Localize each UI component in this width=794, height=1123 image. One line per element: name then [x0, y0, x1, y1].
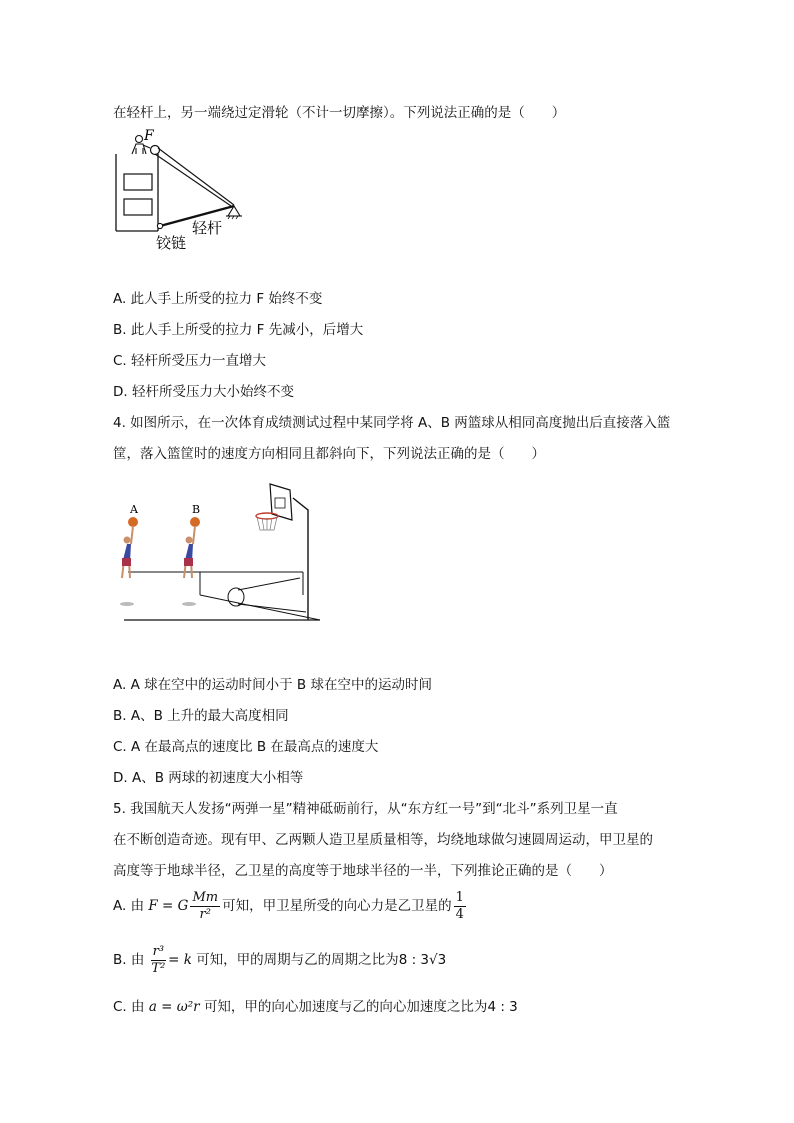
- q4-option-a: A. A 球在空中的运动时间小于 B 球在空中的运动时间: [113, 677, 432, 693]
- hinge-label: 铰链: [156, 234, 187, 251]
- q3-option-b: B. 此人手上所受的拉力 F 先减小，后增大: [113, 322, 364, 338]
- q3-figure: [110, 126, 250, 251]
- q3-option-d: D. 轻杆所受压力大小始终不变: [113, 384, 294, 400]
- ball-b-label: B: [192, 503, 201, 516]
- q5-option-a-prefix: A. 由: [113, 898, 145, 914]
- q5-stem-line1: 5. 我国航天人发扬“两弹一星”精神砥砺前行，从“东方红一号”到“北斗”系列卫星一直: [113, 801, 618, 817]
- q5-option-c-ratio: 4 : 3: [487, 999, 518, 1015]
- q5-option-c-mid: 可知，甲的向心加速度与乙的向心加速度之比为: [203, 999, 488, 1015]
- q5-option-a-num: Mm: [192, 889, 219, 905]
- q4-stem-line2: 筐，落入篮筐时的速度方向相同且都斜向下，下列说法正确的是（ ）: [113, 446, 545, 462]
- q5-option-a-frac: [190, 890, 220, 923]
- q3-option-a: A. 此人手上所受的拉力 F 始终不变: [113, 291, 323, 307]
- q5-option-c-prefix: C. 由: [113, 999, 145, 1015]
- q5-option-b-ratio: 8 : 3√3: [398, 952, 447, 968]
- q5-option-b-mid: 可知，甲的周期与乙的周期之比为: [196, 952, 399, 968]
- q5-option-b-prefix: B. 由: [113, 952, 145, 968]
- q4-option-d: D. A、B 两球的初速度大小相等: [113, 770, 304, 786]
- q5-option-a-lhs: F = G: [148, 898, 189, 914]
- q4-option-c: C. A 在最高点的速度比 B 在最高点的速度大: [113, 739, 379, 755]
- q5-option-a-den: r²: [199, 906, 211, 922]
- q4-stem-line1: 4. 如图所示，在一次体育成绩测试过程中某同学将 A、B 两篮球从相同高度抛出后直接落入篮: [113, 415, 671, 431]
- rod-label: 轻杆: [192, 219, 223, 237]
- q5-option-a-rnum: 1: [455, 889, 464, 905]
- q5-option-a-ratio: [454, 890, 466, 923]
- q5-option-a: [113, 888, 468, 924]
- q5-option-b-eq: = k: [168, 952, 192, 968]
- q3-option-c: C. 轻杆所受压力一直增大: [113, 353, 267, 369]
- q5-option-b-frac: [151, 944, 166, 977]
- q5-option-a-mid: 可知，甲卫星所受的向心力是乙卫星的: [222, 898, 452, 914]
- q5-stem-line2: 在不断创造奇迹。现有甲、乙两颗人造卫星质量相等，均绕地球做匀速圆周运动，甲卫星的: [113, 832, 653, 848]
- q5-option-a-rden: 4: [455, 906, 464, 922]
- q5-stem-line3: 高度等于地球半径，乙卫星的高度等于地球半径的一半，下列推论正确的是（ ）: [113, 863, 613, 879]
- q4-figure: [108, 480, 328, 630]
- q5-option-b: [113, 942, 446, 978]
- force-label: F: [144, 128, 154, 144]
- ball-a-label: A: [130, 503, 138, 516]
- q5-option-b-den: T²: [151, 960, 166, 976]
- q5-option-c-formula: a = ω²r: [148, 999, 200, 1015]
- q4-option-b: B. A、B 上升的最大高度相同: [113, 708, 289, 724]
- q5-option-b-num: r³: [152, 943, 165, 959]
- q3-stem: 在轻杆上，另一端绕过定滑轮（不计一切摩擦）。下列说法正确的是（ ）: [113, 105, 566, 121]
- q5-option-c: [113, 997, 518, 1017]
